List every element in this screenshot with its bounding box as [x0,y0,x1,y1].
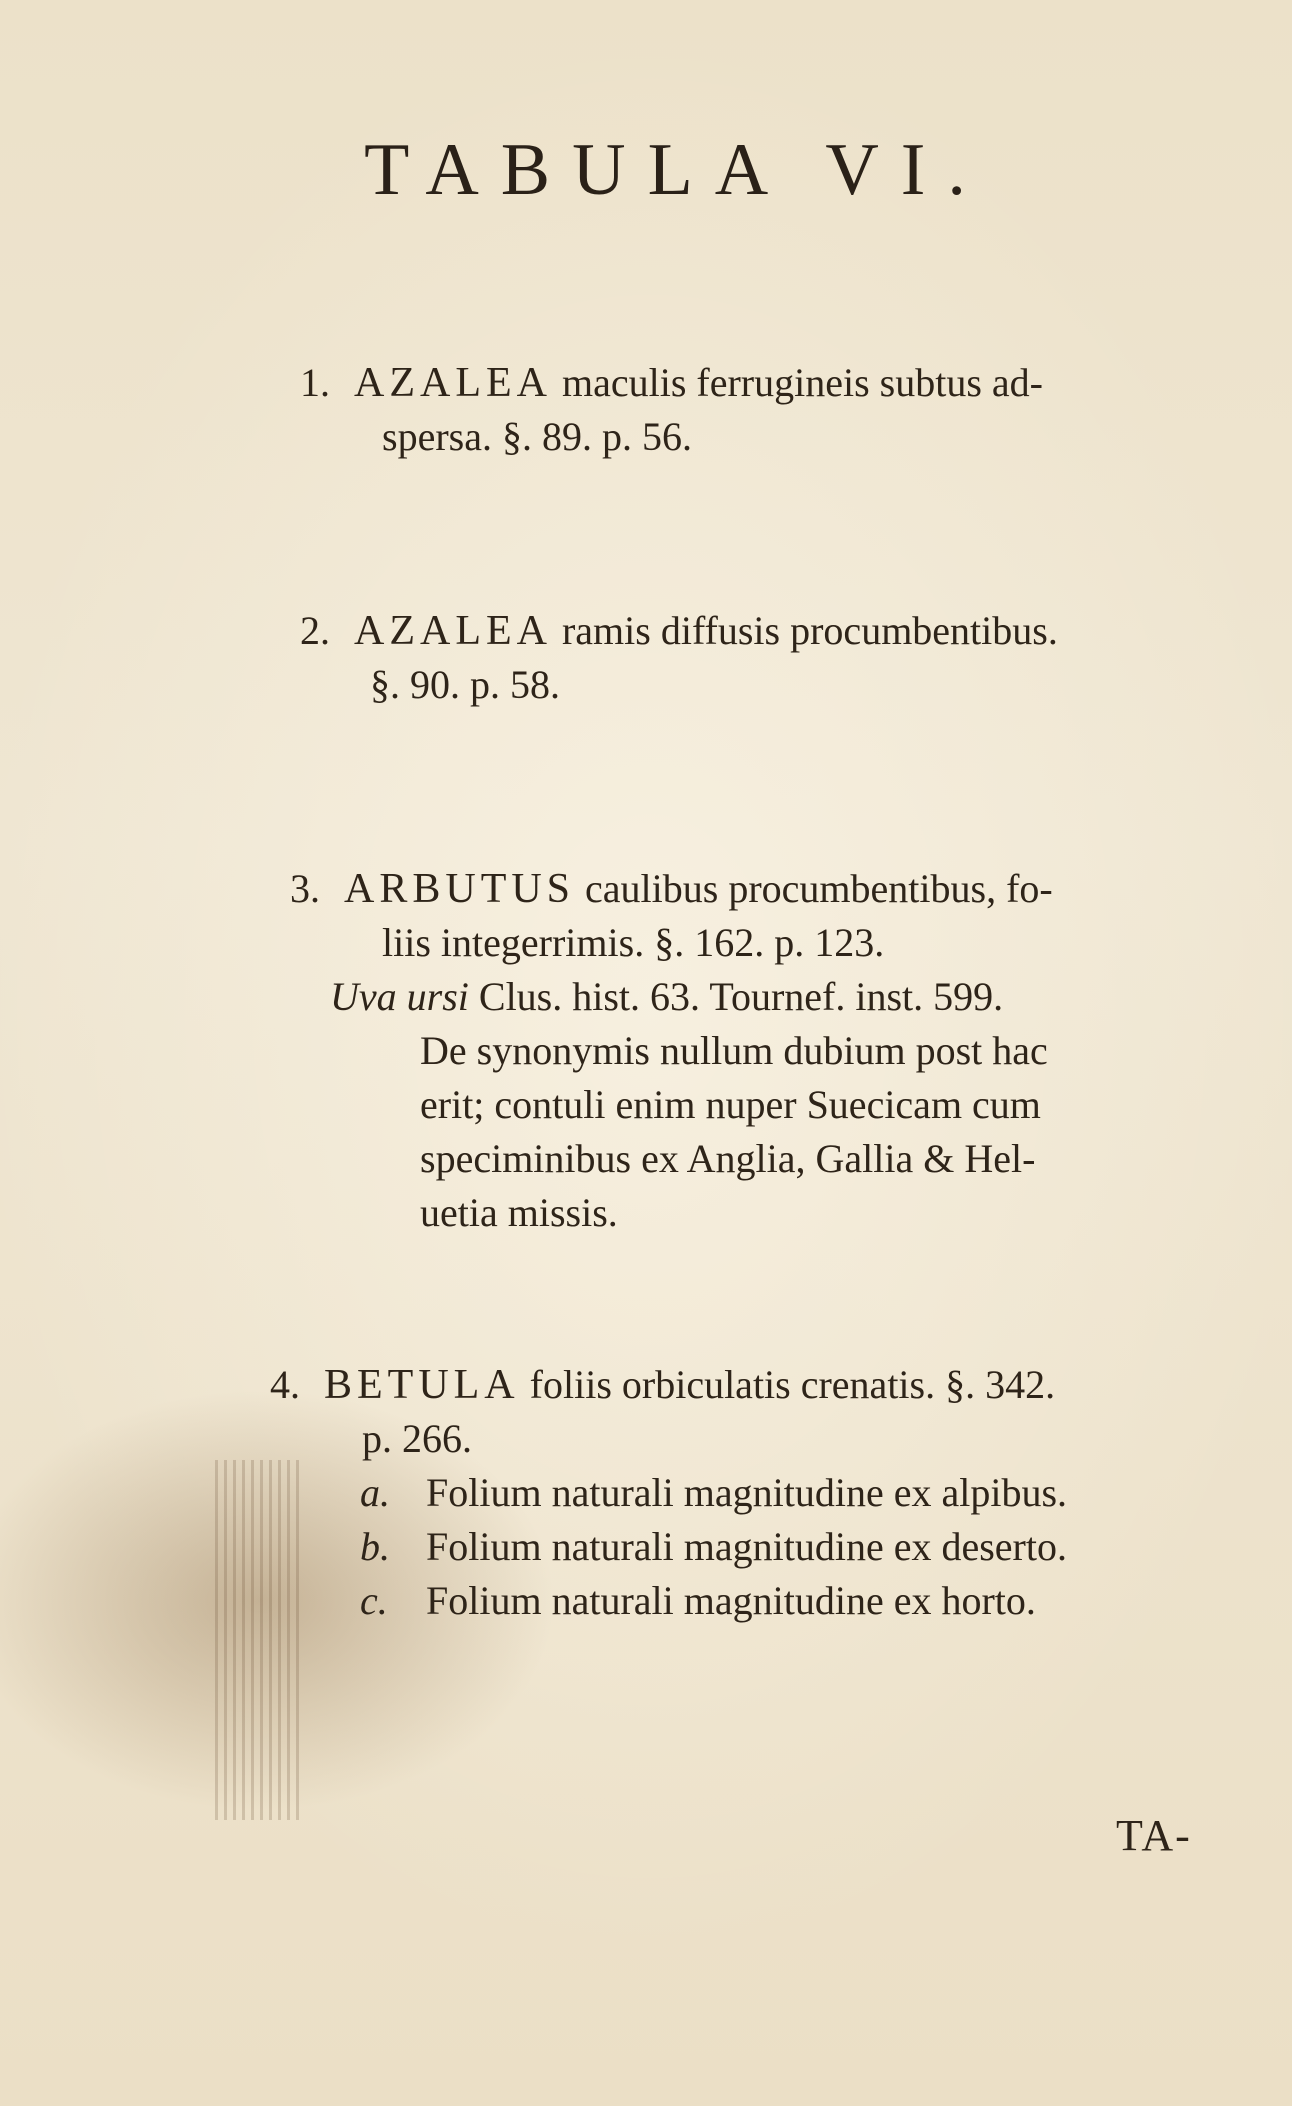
entry-4-line-1 [270,1358,1067,1412]
entry-number: 1. [300,360,330,405]
sub-item [360,1574,1067,1628]
genus-name: AZALEA [354,360,552,406]
entry-2-line-1 [300,604,1058,658]
page-title: TABULA VI. [364,129,988,211]
entry-text: caulibus procumbentibus, fo- [585,866,1053,911]
note-line: speciminibus ex Anglia, Gallia & Hel- [420,1136,1036,1181]
entry-2 [300,604,1058,712]
entry-number: 3. [290,866,320,911]
catchword: TA- [1116,1811,1192,1860]
genus-name: BETULA [324,1362,520,1408]
entry-3-synonym [330,970,1053,1024]
sub-item-letter: b. [360,1524,390,1569]
entry-4-line-2: p. 266. [362,1416,472,1461]
entry-text: foliis orbiculatis crenatis. §. 342. [529,1362,1056,1407]
sub-item [360,1520,1067,1574]
entry-3-line-2: liis integerrimis. §. 162. p. 123. [382,920,885,965]
sub-item-text: Folium naturali magnitudine ex horto. [426,1578,1036,1623]
entry-1-line-1 [300,356,1043,410]
entry-1-line-2: spersa. §. 89. p. 56. [382,414,692,459]
entry-number: 4. [270,1362,300,1407]
entry-text: maculis ferrugineis subtus ad- [561,360,1043,405]
entry-1 [300,356,1043,464]
entry-3 [290,862,1053,1240]
sub-item-letter: a. [360,1470,390,1515]
sub-item-letter: c. [360,1578,388,1623]
sub-item-text: Folium naturali magnitudine ex deserto. [426,1524,1067,1569]
genus-name: AZALEA [354,608,552,654]
note-line: erit; contuli enim nuper Suecicam cum [420,1082,1041,1127]
note-line: De synonymis nullum dubium post hac [420,1028,1048,1073]
note-line: uetia missis. [420,1190,618,1235]
entry-2-line-2: §. 90. p. 58. [370,662,560,707]
entry-number: 2. [300,608,330,653]
synonym-reference: Clus. hist. 63. Tournef. inst. 599. [478,974,1004,1019]
entry-4 [270,1358,1067,1628]
entry-3-line-1 [290,862,1053,916]
sub-item-text: Folium naturali magnitudine ex alpibus. [426,1470,1068,1515]
sub-item [360,1466,1067,1520]
genus-name: ARBUTUS [344,866,576,912]
entry-text: ramis diffusis procumbentibus. [561,608,1058,653]
synonym-name: Uva ursi [330,974,469,1019]
